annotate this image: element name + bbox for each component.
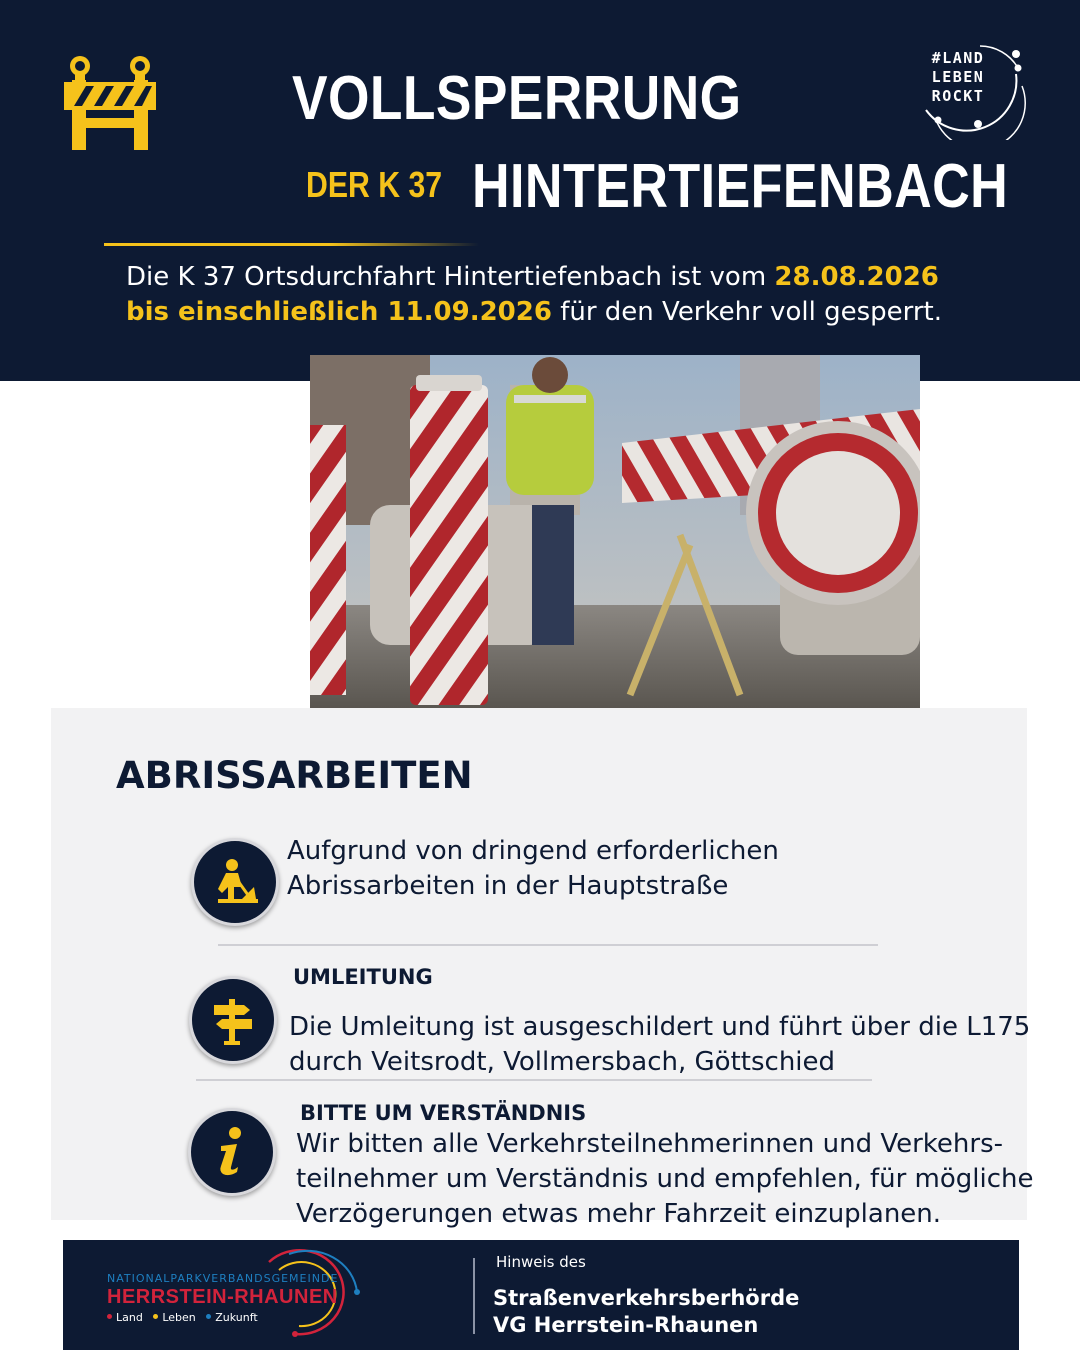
vg-tag-zukunft: Zukunft — [215, 1311, 258, 1324]
item-divider — [196, 1079, 872, 1081]
footer-separator — [473, 1258, 475, 1334]
item-demolition-text — [287, 834, 779, 904]
item-detour-line-1: Die Umleitung ist ausgeschildert und führt über die L175 — [289, 1012, 1031, 1042]
headline-closure: VOLLSPERRUNG — [292, 64, 742, 133]
construction-worker-icon — [191, 838, 279, 926]
vg-logo-subtitle: NATIONALPARKVERBANDSGEMEINDE — [107, 1272, 339, 1285]
intro-text — [126, 260, 1006, 330]
logo-line-1: #LAND — [931, 49, 985, 67]
dot-icon — [153, 1314, 158, 1319]
vg-logo-tags — [107, 1311, 258, 1325]
intro-date-from: 28.08.2026 — [774, 262, 939, 292]
intro-part-1: Die K 37 Ortsdurchfahrt Hintertiefenbach ist vom — [126, 262, 775, 292]
footer-authority-line-2: VG Herrstein-Rhaunen — [493, 1313, 759, 1337]
footer-authority-line-1: Straßenverkehrsberhörde — [493, 1286, 800, 1310]
signpost-icon — [189, 976, 277, 1064]
intro-date-until: bis einschließlich 11.09.2026 — [126, 297, 552, 327]
vg-tag-leben: Leben — [162, 1311, 196, 1324]
item-demolition-line-2: Abrissarbeiten in der Hauptstraße — [287, 871, 729, 901]
logo-line-2: LEBEN — [931, 68, 985, 86]
item-understanding-line-1: Wir bitten alle Verkehrsteilnehmerinnen und Verkehrs- — [296, 1129, 1004, 1159]
logo-text — [918, 49, 998, 106]
info-icon — [188, 1108, 276, 1196]
dot-icon — [206, 1314, 211, 1319]
road-barrier-icon — [58, 52, 162, 150]
footer-notice-label: Hinweis des — [496, 1253, 586, 1271]
footer-bar — [63, 1240, 1019, 1350]
dot-icon — [107, 1314, 112, 1319]
item-understanding-text — [296, 1127, 1034, 1232]
vg-logo-name: HERRSTEIN-RHAUNEN — [107, 1286, 338, 1308]
item-divider — [218, 944, 878, 946]
section-title: ABRISSARBEITEN — [116, 754, 473, 797]
land-leben-rockt-logo — [918, 40, 1030, 140]
road-closure-photo — [310, 355, 920, 708]
vg-tag-land: Land — [116, 1311, 143, 1324]
headline-road: DER K 37 — [306, 164, 443, 205]
item-understanding-line-3: Verzögerungen etwas mehr Fahrzeit einzuplanen. — [296, 1199, 942, 1229]
logo-line-3: ROCKT — [931, 87, 985, 105]
item-detour-text — [289, 1010, 1030, 1080]
intro-part-2: für den Verkehr voll gesperrt. — [551, 297, 942, 327]
header-banner — [0, 0, 1080, 381]
item-detour-line-2: durch Veitsrodt, Vollmersbach, Göttschied — [289, 1047, 836, 1077]
item-understanding-heading: BITTE UM VERSTÄNDNIS — [300, 1101, 587, 1125]
item-demolition-line-1: Aufgrund von dringend erforderlichen — [287, 836, 779, 866]
gold-divider — [104, 243, 479, 246]
headline-location: HINTERTIEFENBACH — [472, 152, 1009, 221]
item-detour-heading: UMLEITUNG — [293, 965, 433, 989]
item-understanding-line-2: teilnehmer um Verständnis und empfehlen, für mögliche — [296, 1164, 1034, 1194]
